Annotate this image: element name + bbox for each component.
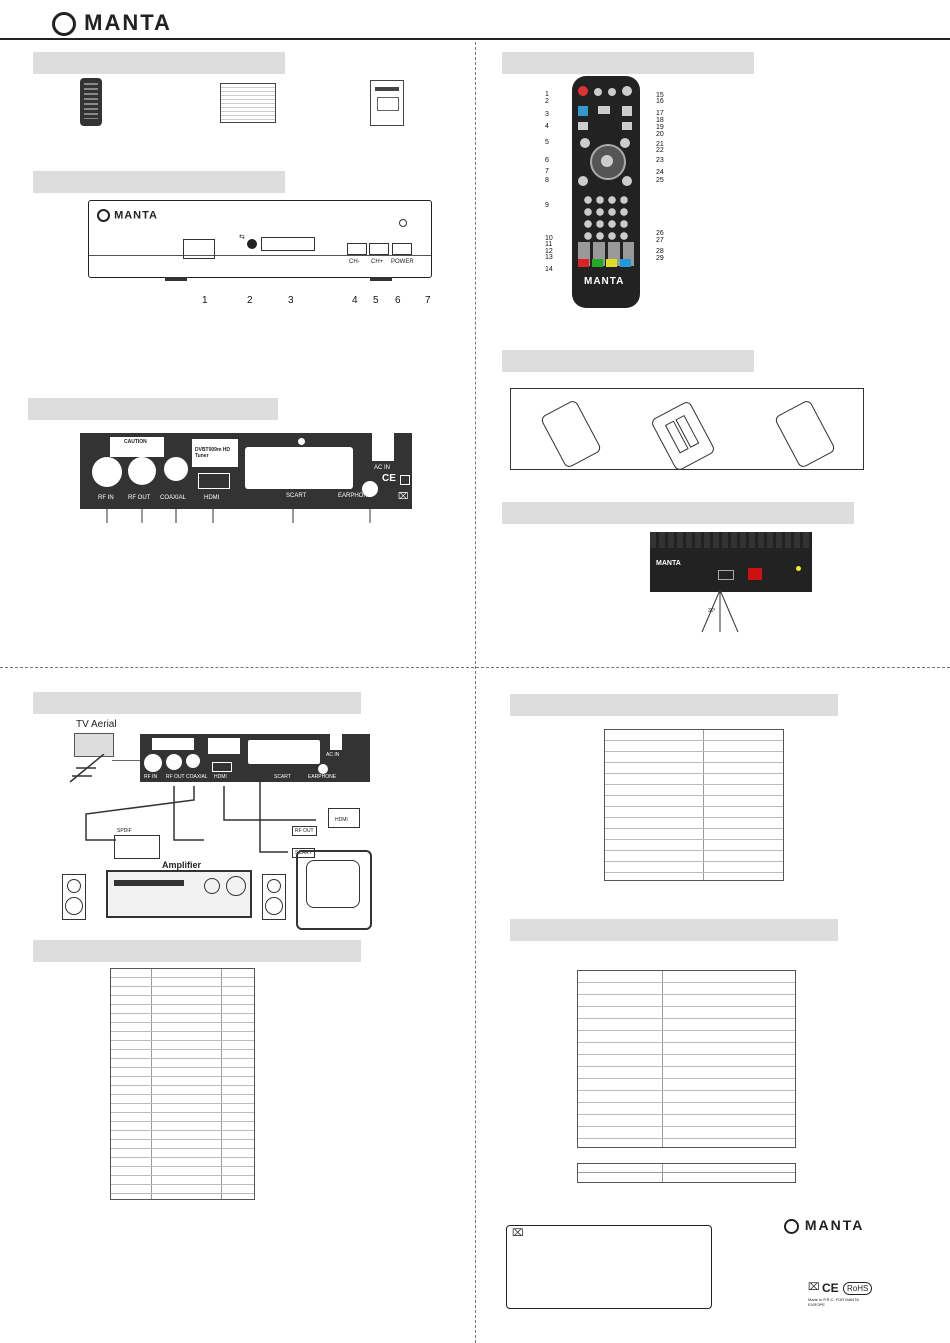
ir-angle-label: 30° [708,608,716,614]
woofer-left [65,897,83,915]
manta-logo-icon [52,12,76,36]
section-bar-specs [510,694,838,716]
tv-radio-button [622,106,632,116]
play-pause-button [598,106,610,114]
battery-install-box [510,388,864,470]
coaxial-label: COAXIAL [160,495,187,501]
remote-callout-1: 1 [545,91,549,98]
spdif-box: SPDIF [114,835,160,859]
speaker-right [262,874,286,920]
screw-hole [298,438,305,445]
package-card-image [220,83,276,123]
power-led [796,566,801,571]
manual-box-outline [377,97,399,111]
hdmi-label: HDMI [204,495,220,501]
spec-table-3 [577,1163,796,1183]
remote-callout-11: 11 [545,241,553,248]
table-rows [578,971,795,1147]
manta-logo-icon [784,1219,799,1234]
remote-callout-28: 28 [656,248,664,255]
tv-aerial-label: TV Aerial [76,719,117,730]
rf-out-port [128,457,156,485]
remote-callout-15: 15 [656,92,664,99]
caution-label [152,738,194,750]
remote-callout-27: 27 [656,237,664,244]
earphone-label: EARPHONE [308,774,337,780]
front-callout-4: 4 [352,295,358,306]
exit-button [622,122,632,130]
front-callout-7: 7 [425,295,431,306]
remote-callout-6: 6 [545,157,549,164]
scart-tag: SCART [292,848,315,858]
remote-callout-22: 22 [656,147,664,154]
ac-in-label: AC IN [326,752,340,758]
manta-logo-icon [97,209,110,222]
remote-callout-9: 9 [545,202,549,209]
section-bar-specs-2 [510,919,838,941]
remote-callout-17: 17 [656,110,664,117]
ch-minus-label: CH- [349,259,360,265]
power-label: POWER [391,259,414,265]
amplifier-knob-1 [204,878,220,894]
vent-pattern [650,532,812,548]
class2-icon [400,475,410,485]
remote-callout-3: 3 [545,111,549,118]
troubleshooting-table [110,968,255,1200]
ac-in-socket [330,734,342,750]
ce-mark: CE [822,1281,839,1295]
remote-buttons-pattern [84,83,98,119]
usb-port [183,239,215,259]
ch-plus-button [369,243,389,255]
remote-callout-19: 19 [656,124,664,131]
hdmi-tag: HDMI [328,808,360,828]
display-window [261,237,315,251]
remote-brand: MANTA [584,276,625,287]
section-bar-connection [33,692,361,714]
section-bar-remote [502,52,754,74]
front-callout-1: 1 [202,295,208,306]
rf-in-label: RF IN [144,774,158,780]
remote-callout-5: 5 [545,139,549,146]
audio-button [608,88,616,96]
remote-callout-7: 7 [545,168,549,175]
speaker-left [62,874,86,920]
package-remote-image [80,78,102,126]
power-led [399,219,407,227]
page-down-button [622,176,632,186]
menu-button [578,122,588,130]
weee-icon: ⌧ [398,491,409,501]
remote-callout-12: 12 [545,248,553,255]
remote-callout-26: 26 [656,230,664,237]
standby-button [578,86,588,96]
blue-button [620,259,631,267]
epg-button [622,86,632,96]
horizontal-fold-line [0,667,950,668]
weee-notice-box [506,1225,712,1309]
usb-icon: ⇆ [239,234,245,241]
ch-minus-button [347,243,367,255]
ir-sensor [247,239,257,249]
front-foot-right [370,277,392,281]
tweeter-right [267,879,281,893]
rf-out-label: RF OUT [166,774,185,780]
mute-button [578,106,588,116]
remote-callout-8: 8 [545,177,549,184]
ok-button [601,155,613,167]
device-info-label [208,738,240,754]
remote-callout-14: 14 [545,266,553,273]
scart-label: SCART [286,493,307,499]
front-callout-3: 3 [288,295,294,306]
ac-in-socket [372,433,394,461]
rear-panel-device [80,433,412,509]
rf-in-port [92,457,122,487]
remote-callout-4: 4 [545,123,549,130]
remote-callout-25: 25 [656,177,664,184]
scart-label: SCART [274,774,291,780]
yellow-button [606,259,617,267]
remote-callout-20: 20 [656,131,664,138]
section-bar-package [33,52,285,74]
section-bar-batteries [502,350,754,372]
front-foot-left [165,277,187,281]
package-manual-image [370,80,404,126]
red-button [578,259,589,267]
remote-control-image [572,76,640,308]
rohs-badge: RoHS [843,1282,872,1295]
header-logo: MANTA [52,10,172,36]
tv-image [296,850,372,930]
amplifier-image [106,870,252,918]
amplifier-display [114,880,184,886]
ch-plus-label: CH+ [371,259,384,265]
front-callout-5: 5 [373,295,379,306]
power-button [392,243,412,255]
caution-label: CAUTION [110,437,164,457]
front-callout-6: 6 [395,295,401,306]
woofer-right [265,897,283,915]
ac-in-label: AC IN [374,465,391,471]
front-panel-device [88,200,432,278]
spec-table-2 [577,970,796,1148]
recall-button [620,138,630,148]
section-bar-remote-use [502,502,854,524]
table-rows [605,730,783,880]
footer-logo: MANTA [784,1217,864,1234]
manual-title-stripe [375,87,399,91]
coaxial-port [164,457,188,481]
receiver-front-image [650,532,812,592]
ir-angle-diagram [700,590,745,634]
section-bar-front-panel [33,171,285,193]
made-in-text: Made in P.R.C. FOR MANTA EUROPE [808,1297,859,1307]
remote-callout-18: 18 [656,117,664,124]
weee-icon: ⌧ [512,1228,524,1239]
hdmi-port [198,473,230,489]
device-info-label: DVBT009m HD Tuner [192,439,238,467]
remote-callout-13: 13 [545,254,553,261]
rf-out-label: RF OUT [128,495,151,501]
number-pad [582,194,630,242]
header-divider [0,38,950,40]
spec-table-1 [604,729,784,881]
info-button [594,88,602,96]
tweeter-left [67,879,81,893]
battery-step-2-image [650,400,716,472]
scart-port [245,447,353,489]
coaxial-label: COAXIAL [186,774,208,780]
remote-callout-24: 24 [656,169,664,176]
ce-mark: CE [382,473,396,484]
rf-in-label: RF IN [98,495,114,501]
remote-callout-16: 16 [656,98,664,105]
amplifier-label: Amplifier [162,860,202,870]
rear-callout-lines [80,505,412,525]
hdmi-label: HDMI [214,774,227,780]
section-bar-troubleshooting [33,940,361,962]
led-display [748,568,762,580]
front-panel-brand: MANTA [97,209,158,222]
front-callout-2: 2 [247,295,253,306]
section-bar-rear-panel [28,398,278,420]
receiver-brand: MANTA [656,560,681,567]
battery-step-3-image [774,399,837,469]
remote-callout-2: 2 [545,98,549,105]
favourite-button [580,138,590,148]
rf-out-tag: RF OUT [292,826,317,836]
remote-callout-10: 10 [545,235,553,242]
page-up-button [578,176,588,186]
usb-port [718,570,734,580]
remote-callout-23: 23 [656,157,664,164]
weee-icon: ⌧ [808,1282,820,1293]
amplifier-knob-2 [226,876,246,896]
remote-callout-21: 21 [656,141,664,148]
tv-screen [306,860,360,908]
earphone-label: EARPHONE [338,493,372,499]
vertical-fold-line [475,42,476,1343]
remote-callout-29: 29 [656,255,664,262]
table-rows [111,969,254,1199]
green-button [592,259,603,267]
battery-step-1-image [540,399,603,469]
